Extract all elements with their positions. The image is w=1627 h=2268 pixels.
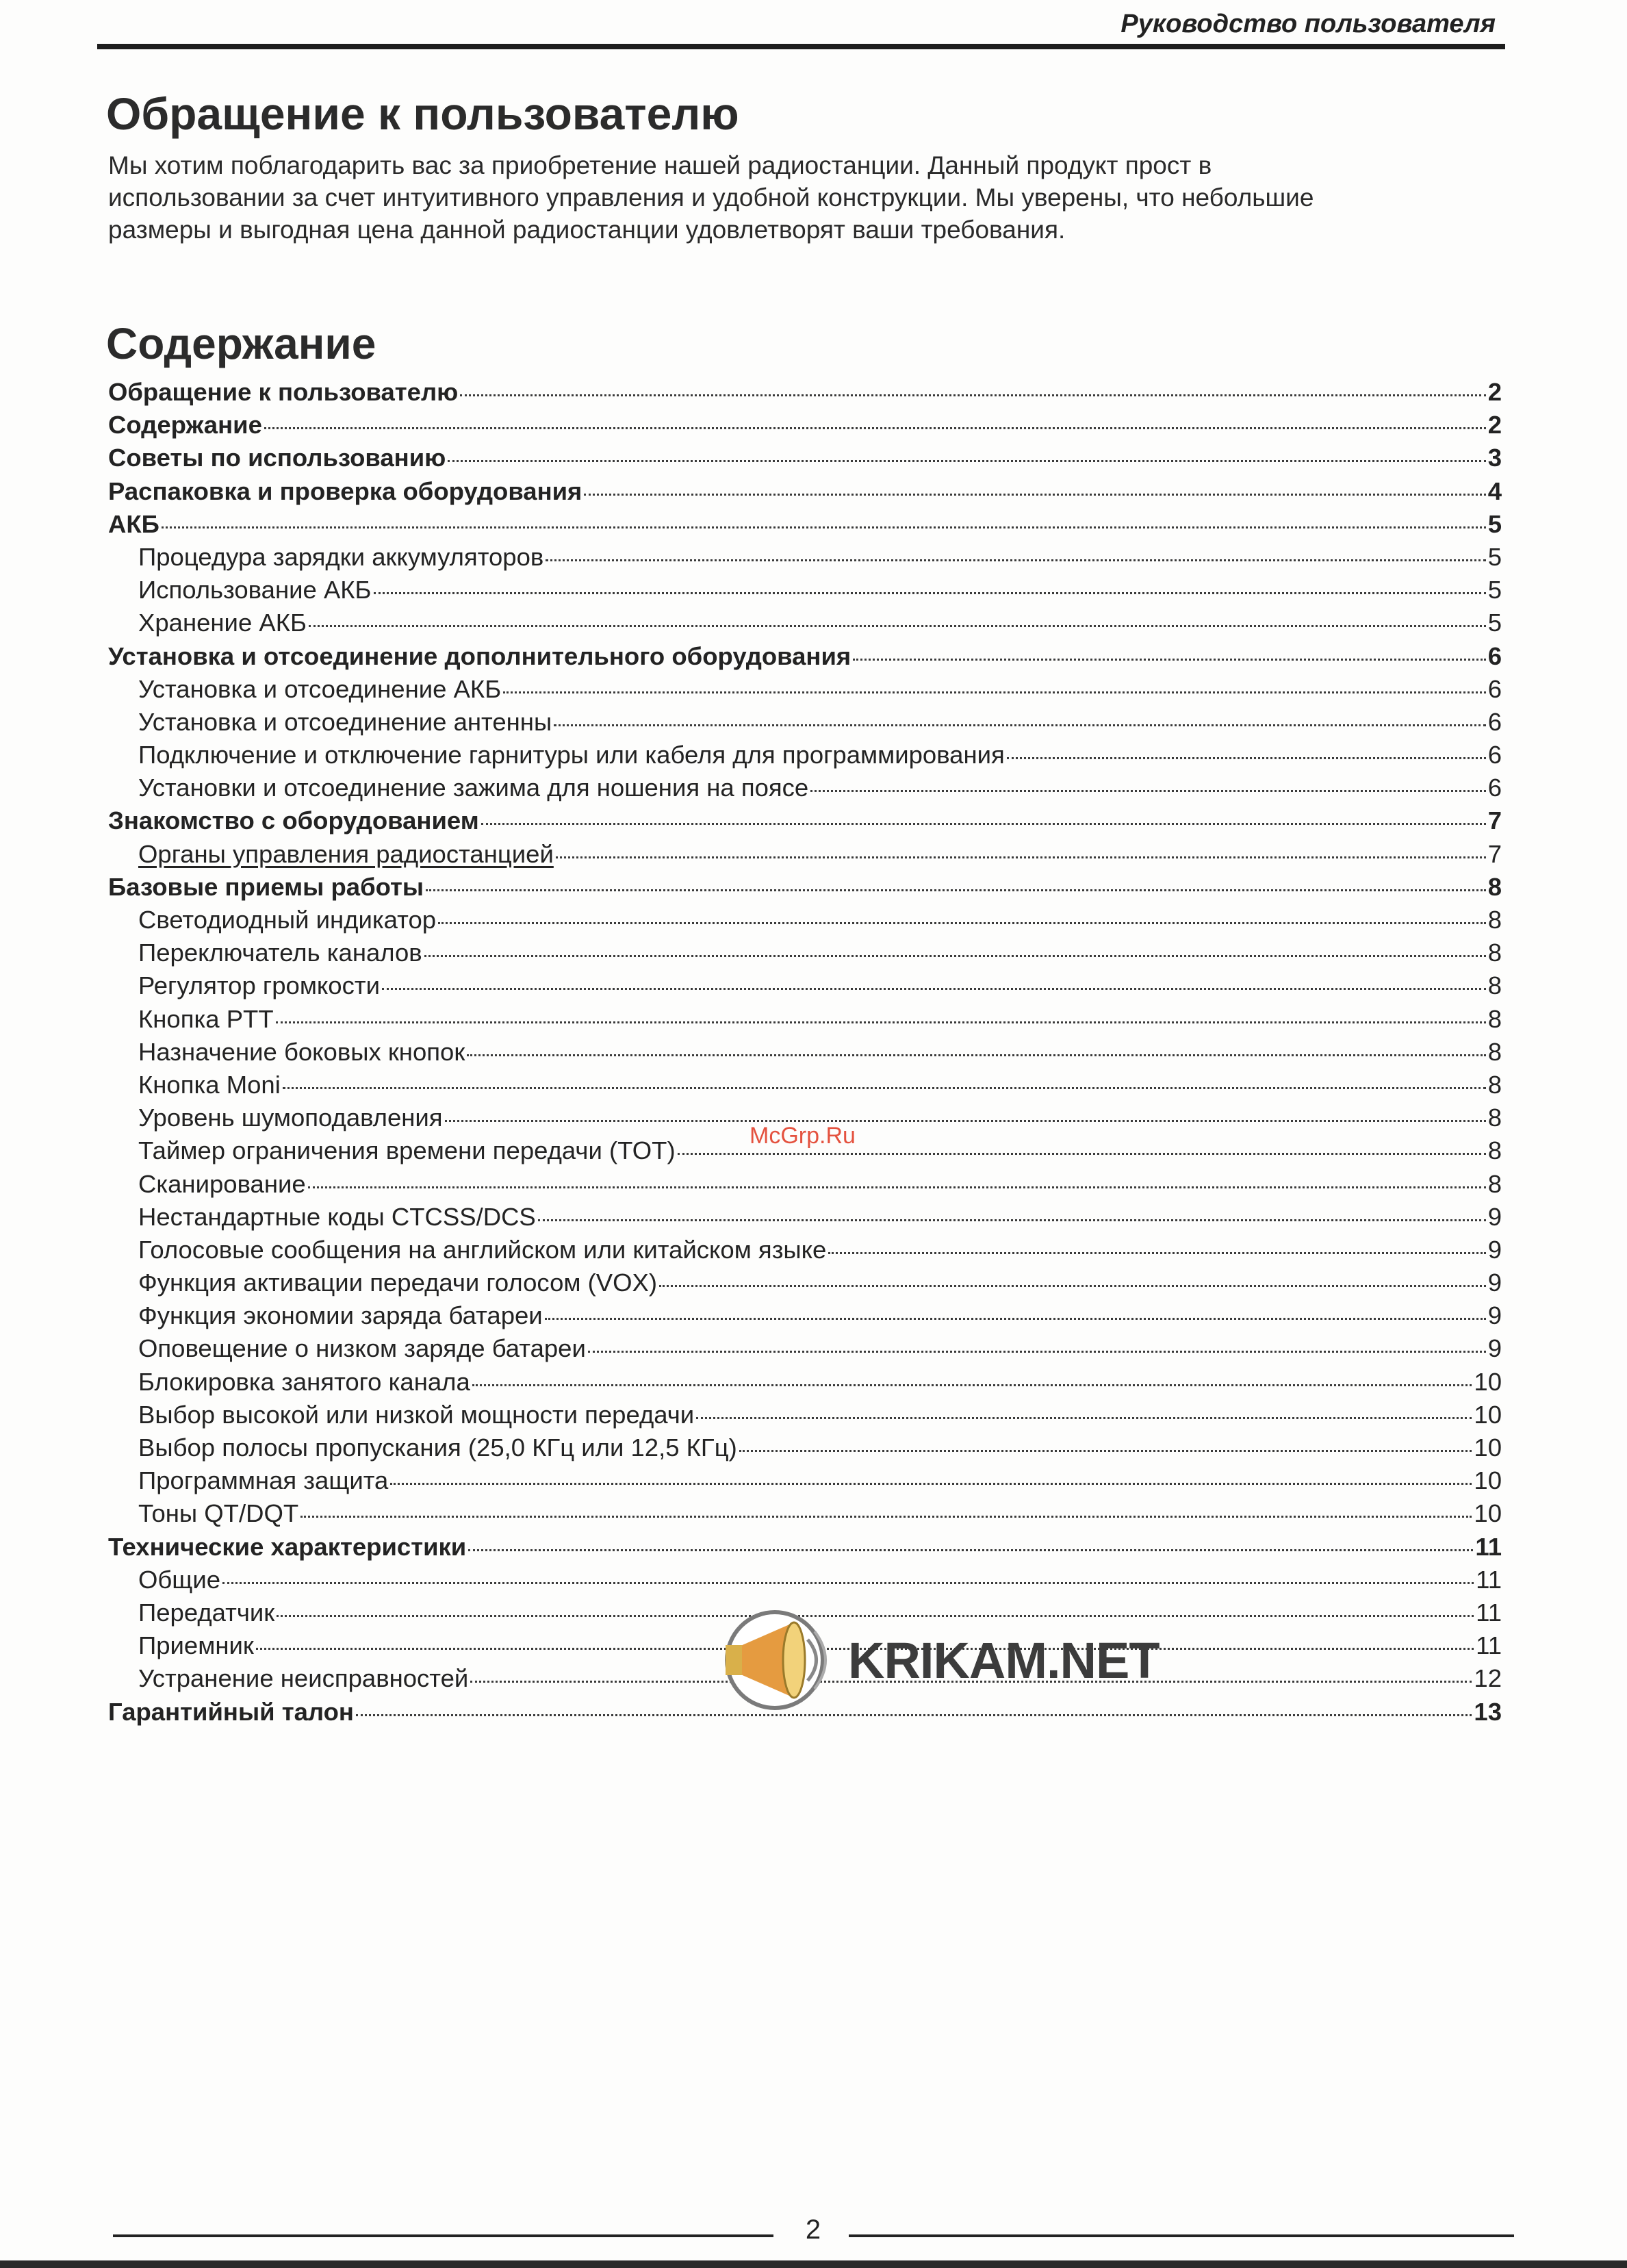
toc-entry-page: 6	[1487, 741, 1502, 769]
toc-entry[interactable]	[108, 708, 1502, 741]
toc-entry-page: 6	[1487, 674, 1502, 703]
toc-entry[interactable]	[108, 741, 1502, 774]
toc-dot-leader	[283, 1087, 1486, 1089]
toc-dot-leader	[556, 856, 1486, 858]
toc-entry[interactable]	[108, 906, 1502, 939]
toc-entry-title: Блокировка занятого канала	[138, 1367, 470, 1396]
toc-dot-leader	[445, 1120, 1486, 1122]
toc-entry-title: Таймер ограничения времени передачи (TOT)	[138, 1136, 676, 1165]
megaphone-logo-icon	[712, 1605, 838, 1715]
toc-entry-title: Установка и отсоединение АКБ	[138, 674, 502, 703]
table-of-contents	[108, 378, 1502, 1731]
toc-entry-page: 8	[1487, 1136, 1502, 1165]
toc-entry[interactable]	[108, 675, 1502, 708]
toc-entry-title: Базовые приемы работы	[108, 872, 424, 901]
toc-entry-title: Передатчик	[138, 1598, 275, 1627]
toc-entry[interactable]	[108, 576, 1502, 609]
toc-entry-title: Установки и отсоединение зажима для ношения на поясе	[138, 774, 809, 802]
toc-entry-page: 8	[1487, 971, 1502, 1000]
toc-entry-page: 9	[1487, 1301, 1502, 1330]
toc-entry[interactable]	[108, 1434, 1502, 1466]
toc-entry[interactable]	[108, 444, 1502, 476]
toc-entry-title: Оповещение о низком заряде батареи	[138, 1334, 586, 1363]
toc-dot-leader	[276, 1021, 1486, 1023]
toc-entry-page: 5	[1487, 609, 1502, 637]
toc-dot-leader	[659, 1285, 1486, 1287]
toc-entry-title: Переключатель каналов	[138, 939, 422, 967]
toc-entry-title: Обращение к пользователю	[108, 378, 459, 406]
toc-dot-leader	[739, 1450, 1472, 1452]
toc-entry[interactable]	[108, 1466, 1502, 1499]
toc-entry-title: Гарантийный талон	[108, 1697, 354, 1726]
toc-entry-title: Подключение и отключение гарнитуры или кабеля для программирования	[138, 741, 1005, 769]
toc-entry-page: 2	[1487, 411, 1502, 439]
toc-entry-page: 8	[1487, 1169, 1502, 1198]
toc-entry-title: Программная защита	[138, 1466, 389, 1495]
toc-dot-leader	[828, 1252, 1485, 1254]
toc-entry[interactable]	[108, 1566, 1502, 1598]
toc-dot-leader	[374, 592, 1486, 594]
toc-entry-title: Выбор высокой или низкой мощности передачи	[138, 1400, 695, 1429]
toc-entry-title: Содержание	[108, 411, 262, 439]
toc-entry-page: 6	[1487, 774, 1502, 802]
toc-entry[interactable]	[108, 477, 1502, 510]
toc-entry[interactable]	[108, 1170, 1502, 1203]
toc-entry[interactable]	[108, 609, 1502, 641]
toc-entry-page: 7	[1487, 839, 1502, 868]
intro-line: размеры и выгодная цена данной радиостанции удовлетворят ваши требования.	[108, 216, 1066, 244]
toc-entry-page: 13	[1474, 1697, 1502, 1726]
toc-entry[interactable]	[108, 873, 1502, 906]
toc-entry[interactable]	[108, 1499, 1502, 1532]
toc-dot-leader	[468, 1549, 1473, 1551]
toc-entry-title: Кнопка PTT	[138, 1004, 274, 1033]
footer-rule-right	[849, 2234, 1514, 2237]
toc-entry[interactable]	[108, 971, 1502, 1004]
toc-entry[interactable]	[108, 1301, 1502, 1334]
toc-entry-page: 11	[1476, 1631, 1502, 1660]
toc-entry-page: 9	[1487, 1269, 1502, 1297]
toc-entry[interactable]	[108, 1368, 1502, 1401]
toc-entry-page: 8	[1487, 1037, 1502, 1066]
toc-dot-leader	[810, 790, 1485, 792]
intro-paragraph	[108, 149, 1504, 246]
toc-entry[interactable]	[108, 1334, 1502, 1367]
toc-entry[interactable]	[108, 411, 1502, 444]
toc-entry-title: Кнопка Moni	[138, 1070, 281, 1099]
toc-dot-leader	[467, 1054, 1485, 1056]
toc-entry[interactable]	[108, 1038, 1502, 1071]
toc-entry-page: 10	[1474, 1367, 1502, 1396]
toc-entry-page: 5	[1487, 576, 1502, 604]
toc-entry-page: 8	[1487, 1104, 1502, 1132]
toc-entry-page: 8	[1487, 939, 1502, 967]
toc-entry-title: Регулятор громкости	[138, 971, 380, 1000]
toc-entry-title: Органы управления радиостанцией	[138, 839, 554, 868]
toc-entry-page: 8	[1487, 872, 1502, 901]
toc-dot-leader	[382, 988, 1486, 990]
toc-entry-page: 8	[1487, 906, 1502, 934]
toc-entry-page: 6	[1487, 641, 1502, 670]
toc-dot-leader	[481, 823, 1486, 825]
toc-title: Содержание	[106, 319, 376, 368]
toc-dot-leader	[853, 659, 1485, 661]
toc-entry[interactable]	[108, 1401, 1502, 1434]
toc-entry[interactable]	[108, 378, 1502, 411]
toc-entry-page: 9	[1487, 1235, 1502, 1264]
toc-entry-title: Функция активации передачи голосом (VOX)	[138, 1269, 658, 1297]
toc-dot-leader	[426, 889, 1486, 891]
intro-line: использовании за счет интуитивного управления и удобной конструкции. Мы уверены, что небольшие	[108, 183, 1314, 212]
toc-entry-title: Знакомство с оборудованием	[108, 806, 479, 835]
toc-entry-page: 10	[1474, 1499, 1502, 1528]
toc-entry-title: Использование АКБ	[138, 576, 372, 604]
intro-title: Обращение к пользователю	[106, 88, 739, 139]
toc-dot-leader	[472, 1384, 1472, 1386]
toc-entry-title: АКБ	[108, 509, 159, 538]
toc-entry-title: Нестандартные коды CTCSS/DCS	[138, 1202, 536, 1231]
toc-dot-leader	[424, 955, 1486, 957]
toc-entry-title: Общие	[138, 1565, 221, 1594]
toc-entry-title: Голосовые сообщения на английском или китайском языке	[138, 1235, 827, 1264]
toc-entry-title: Назначение боковых кнопок	[138, 1037, 465, 1066]
toc-dot-leader	[390, 1483, 1472, 1485]
toc-entry-page: 12	[1474, 1664, 1502, 1693]
toc-entry-title: Функция экономии заряда батареи	[138, 1301, 543, 1330]
toc-entry-page: 10	[1474, 1466, 1502, 1495]
toc-entry-title: Хранение АКБ	[138, 609, 307, 637]
toc-entry-page: 7	[1487, 806, 1502, 835]
toc-dot-leader	[308, 1186, 1486, 1188]
toc-dot-leader	[460, 394, 1485, 396]
header-rule	[97, 44, 1505, 49]
krikam-watermark	[712, 1605, 1160, 1715]
toc-entry-page: 10	[1474, 1400, 1502, 1429]
toc-entry-title: Установка и отсоединение антенны	[138, 707, 552, 736]
toc-dot-leader	[222, 1582, 1474, 1584]
toc-dot-leader	[696, 1417, 1472, 1419]
running-header: Руководство пользователя	[1120, 10, 1496, 38]
toc-entry-title: Приемник	[138, 1631, 254, 1660]
toc-dot-leader	[264, 427, 1486, 429]
toc-entry[interactable]	[108, 939, 1502, 971]
toc-entry-title: Уровень шумоподавления	[138, 1104, 443, 1132]
toc-entry-title: Технические характеристики	[108, 1532, 467, 1561]
toc-entry-page: 8	[1487, 1004, 1502, 1033]
toc-entry-page: 4	[1487, 476, 1502, 505]
toc-dot-leader	[554, 724, 1485, 726]
toc-entry-page: 6	[1487, 707, 1502, 736]
toc-dot-leader	[438, 922, 1486, 924]
scan-bottom-edge	[0, 2260, 1627, 2268]
toc-dot-leader	[162, 526, 1486, 528]
toc-entry-title: Процедура зарядки аккумуляторов	[138, 542, 544, 571]
toc-entry-title: Установка и отсоединение дополнительного оборудования	[108, 641, 851, 670]
toc-entry[interactable]	[108, 1533, 1502, 1566]
toc-entry-title: Устранение неисправностей	[138, 1664, 469, 1693]
toc-entry-page: 2	[1487, 378, 1502, 406]
toc-dot-leader	[448, 460, 1485, 462]
toc-entry[interactable]	[108, 1203, 1502, 1236]
toc-entry-page: 5	[1487, 542, 1502, 571]
toc-entry-title: Распаковка и проверка оборудования	[108, 476, 582, 505]
toc-dot-leader	[584, 494, 1485, 496]
toc-entry-page: 9	[1487, 1334, 1502, 1363]
toc-dot-leader	[309, 625, 1486, 627]
toc-entry-page: 5	[1487, 509, 1502, 538]
toc-entry-title: Светодиодный индикатор	[138, 906, 437, 934]
toc-dot-leader	[538, 1219, 1486, 1221]
toc-dot-leader	[546, 559, 1485, 561]
toc-entry-page: 11	[1476, 1598, 1502, 1627]
footer-rule-left	[113, 2234, 773, 2237]
toc-entry-page: 10	[1474, 1434, 1502, 1462]
toc-entry[interactable]	[108, 1236, 1502, 1269]
mcgrp-watermark: McGrp.Ru	[750, 1123, 856, 1149]
toc-dot-leader	[300, 1516, 1472, 1518]
page-number: 2	[805, 2215, 821, 2245]
toc-entry[interactable]	[108, 806, 1502, 839]
toc-entry[interactable]	[108, 543, 1502, 576]
toc-entry-page: 9	[1487, 1202, 1502, 1231]
toc-entry-page: 11	[1475, 1532, 1502, 1561]
toc-entry-page: 3	[1487, 444, 1502, 472]
toc-entry[interactable]	[108, 510, 1502, 543]
toc-dot-leader	[588, 1351, 1486, 1353]
toc-entry-page: 8	[1487, 1070, 1502, 1099]
toc-dot-leader	[1007, 757, 1486, 759]
toc-entry[interactable]	[108, 642, 1502, 675]
toc-entry[interactable]	[108, 1005, 1502, 1038]
krikam-text: KRIKAM.NET	[848, 1631, 1160, 1689]
toc-dot-leader	[678, 1153, 1486, 1155]
intro-line: Мы хотим поблагодарить вас за приобретение нашей радиостанции. Данный продукт прост в	[108, 151, 1212, 179]
toc-entry[interactable]	[108, 774, 1502, 806]
toc-entry-title: Тоны QT/DQT	[138, 1499, 299, 1528]
toc-entry-page: 11	[1476, 1565, 1502, 1594]
toc-entry-title: Советы по использованию	[108, 444, 446, 472]
toc-dot-leader	[545, 1318, 1486, 1320]
toc-dot-leader	[503, 691, 1486, 693]
toc-entry-title: Выбор полосы пропускания (25,0 КГц или 12,5 КГц)	[138, 1434, 737, 1462]
toc-entry[interactable]	[108, 1071, 1502, 1104]
toc-entry-title: Сканирование	[138, 1169, 306, 1198]
toc-entry[interactable]	[108, 840, 1502, 873]
toc-entry[interactable]	[108, 1269, 1502, 1301]
